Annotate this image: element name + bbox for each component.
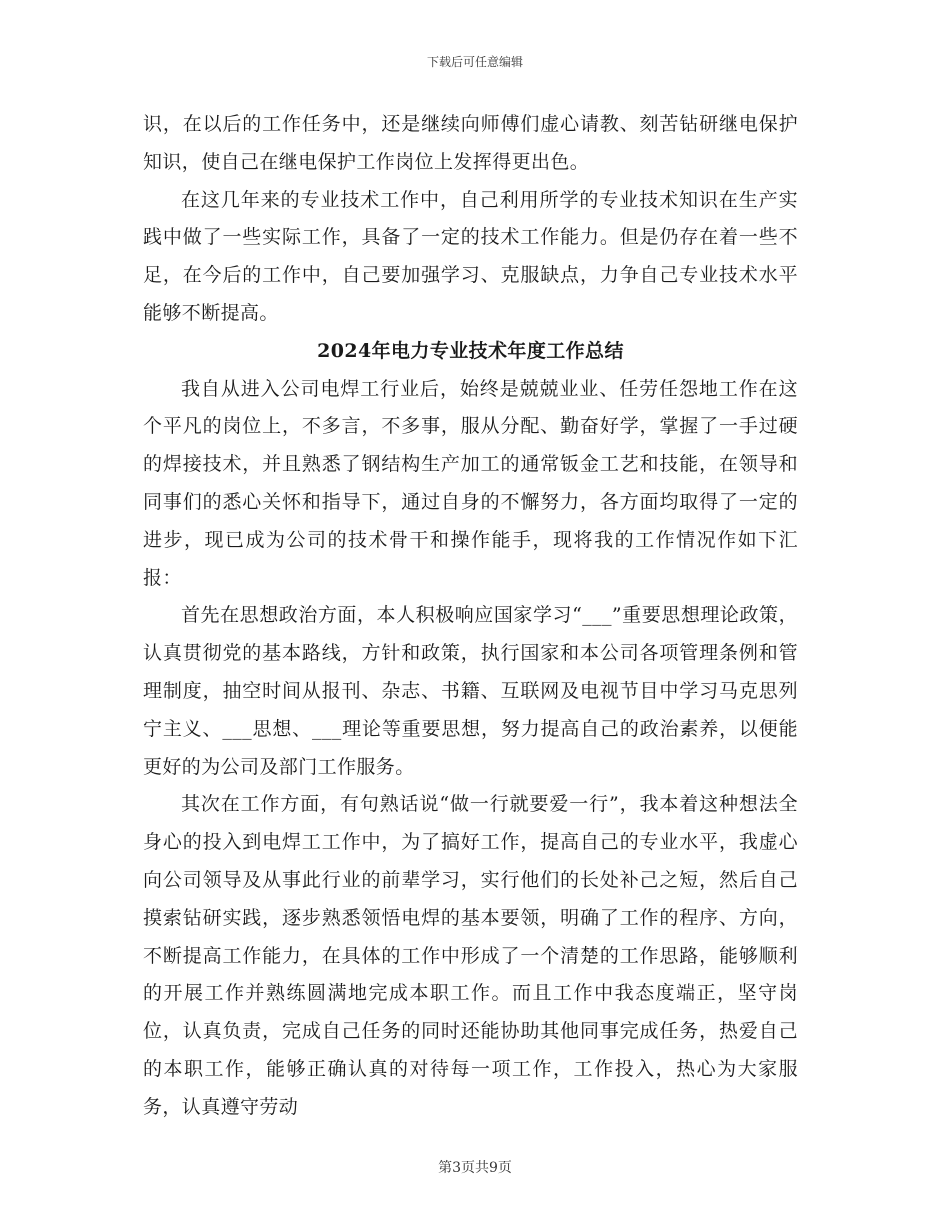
page-footer: 第3页共9页 xyxy=(438,1160,512,1176)
paragraph-summary: 在这几年来的专业技术工作中，自己利用所学的专业技术知识在生产实践中做了一些实际工作，具备了一定的技术工作能力。但是仍存在着一些不足，在今后的工作中，自己要加强学习、克服缺点，力争自己专业技术水平能够不断提高。 xyxy=(143,188,798,324)
document-title: 2024年电力专业技术年度工作总结 xyxy=(317,339,624,362)
paragraph-work: 其次在工作方面，有句熟话说“做一行就要爱一行”，我本着这种想法全身心的投入到电焊工工作中，为了搞好工作，提高自己的专业水平，我虚心向公司领导及从事此行业的前辈学习，实行他们的长处补己之短，然后自己摸索钻研实践，逐步熟悉领悟电焊的基本要领，明确了工作的程序、方向，不断提高工作能力，在具体的工作中形成了一个清楚的工作思路，能够顺利的开展工作并熟练圆满地完成本职工作。而且工作中我态度端正，坚守岗位，认真负责，完成自己任务的同时还能协助其他同事完成任务，热爱自己的本职工作，能够正确认真的对待每一项工作，工作投入，热心为大家服务，认真遵守劳动 xyxy=(143,793,798,1118)
paragraph-introduction: 我自从进入公司电焊工行业后，始终是兢兢业业、任劳任怨地工作在这个平凡的岗位上，不多言，不多事，服从分配、勤奋好学，掌握了一手过硬的焊接技术，并且熟悉了钢结构生产加工的通常钣金工艺和技能，在领导和同事们的悉心关怀和指导下，通过自身的不懈努力，各方面均取得了一定的进步，现已成为公司的技术骨干和操作能手，现将我的工作情况作如下汇报： xyxy=(143,377,798,589)
paragraph-continuation: 识，在以后的工作任务中，还是继续向师傅们虚心请教、刻苦钻研继电保护知识，使自己在继电保护工作岗位上发挥得更出色。 xyxy=(143,113,798,173)
page-header: 下载后可任意编辑 xyxy=(426,55,523,69)
document-body xyxy=(143,106,798,1127)
paragraph-political: 首先在思想政治方面，本人积极响应国家学习“___”重要思想理论政策，认真贯彻党的基本路线，方针和政策，执行国家和本公司各项管理条例和管理制度，抽空时间从报刊、杂志、书籍、互联网及电视节目中学习马克思列宁主义、___思想、___理论等重要思想，努力提高自己的政治素养，以便能更好的为公司及部门工作服务。 xyxy=(143,604,798,778)
